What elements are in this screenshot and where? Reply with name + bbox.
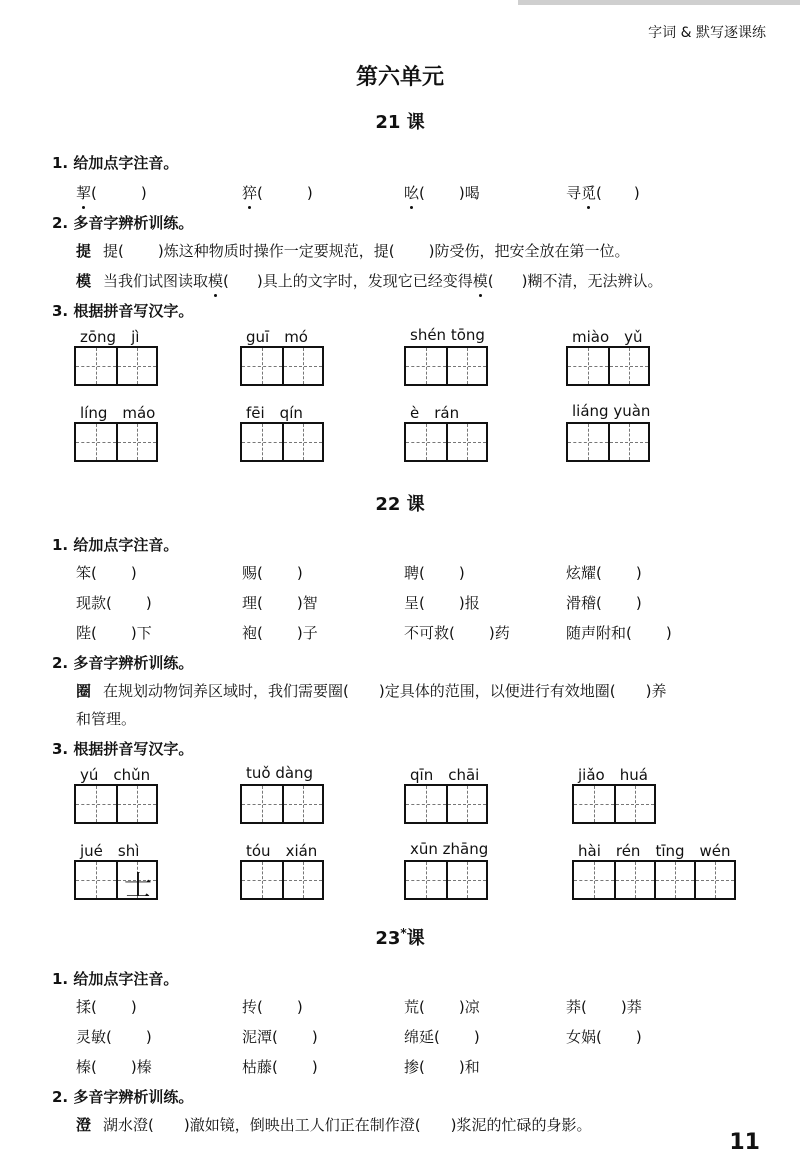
l23-item: 掺( )和 [404, 1058, 480, 1076]
lesson-23-title: 23*课 [375, 926, 425, 949]
l23-item: 女娲( ) [566, 1028, 642, 1046]
pinyin-box-group: guī mó [240, 326, 324, 386]
l21-item: 寻觅( ) [566, 184, 640, 202]
l22-poly-cont: 和管理。 [76, 710, 137, 728]
pinyin-box-group: yú chǔn [74, 764, 158, 824]
pinyin-box-group: zōng jì [74, 326, 158, 386]
pinyin-box-group: tuǒ dàng [240, 764, 324, 824]
char-grid[interactable] [74, 346, 158, 386]
char-grid[interactable] [566, 422, 650, 462]
l23-item: 泥潭( ) [242, 1028, 318, 1046]
l22-item: 呈( )报 [404, 594, 480, 612]
l23-poly: 澄 湖水澄( )澈如镜，倒映出工人们正在制作澄( )浆泥的忙碌的身影。 [76, 1116, 592, 1134]
l22-item: 赐( ) [242, 564, 303, 582]
l22-item: 袍( )子 [242, 624, 318, 642]
char-grid[interactable] [74, 784, 158, 824]
pinyin-box-group: xūn zhāng [404, 840, 488, 900]
char-grid[interactable] [404, 784, 488, 824]
l23-item: 枯藤( ) [242, 1058, 318, 1076]
l23-item: 榛( )榛 [76, 1058, 152, 1076]
l23-q2: 2. 多音字辨析训练。 [52, 1088, 194, 1106]
l23-item: 绵延( ) [404, 1028, 480, 1046]
l22-q1: 1. 给加点字注音。 [52, 536, 179, 554]
l23-item: 灵敏( ) [76, 1028, 152, 1046]
lesson-21-title: 21 课 [375, 112, 425, 133]
l23-item: 抟( ) [242, 998, 303, 1016]
l23-q1: 1. 给加点字注音。 [52, 970, 179, 988]
l21-item: 挈( ) [76, 184, 147, 202]
l22-item: 聘( ) [404, 564, 465, 582]
char-grid[interactable] [572, 860, 736, 900]
pinyin-box-group: jiǎo huá [572, 764, 656, 824]
lesson-22-title: 22 课 [375, 494, 425, 515]
l22-item: 理( )智 [242, 594, 318, 612]
pinyin-box-group: shén tōng [404, 326, 488, 386]
top-decor-bar [518, 0, 800, 5]
pinyin-box-group: hài rén tīng wén [572, 840, 736, 900]
l22-item: 随声附和( ) [566, 624, 672, 642]
pinyin-box-group: jué shì 士 [74, 840, 158, 900]
l21-q3: 3. 根据拼音写汉字。 [52, 302, 194, 320]
handwritten-char: 士 [124, 869, 153, 902]
char-grid[interactable] [74, 422, 158, 462]
l22-item: 不可救( )药 [404, 624, 510, 642]
char-grid[interactable] [240, 422, 324, 462]
unit-title: 第六单元 [355, 65, 444, 90]
l22-item: 笨( ) [76, 564, 137, 582]
l21-q2: 2. 多音字辨析训练。 [52, 214, 194, 232]
char-grid[interactable] [240, 346, 324, 386]
l22-item: 滑稽( ) [566, 594, 642, 612]
l22-item: 炫耀( ) [566, 564, 642, 582]
pinyin-box-group: liáng yuàn [566, 402, 650, 462]
pinyin-box-group: líng máo [74, 402, 158, 462]
char-grid[interactable] [240, 860, 324, 900]
l22-item: 陛( )下 [76, 624, 152, 642]
char-grid[interactable] [74, 860, 158, 900]
char-grid[interactable] [240, 784, 324, 824]
l21-item: 吆( )喝 [404, 184, 480, 202]
l21-poly-2: 模 当我们试图读取模( )具上的文字时，发现它已经变得模( )糊不清，无法辨认。 [76, 272, 663, 290]
char-grid[interactable] [404, 422, 488, 462]
char-grid[interactable] [566, 346, 650, 386]
pinyin-box-group: tóu xián [240, 840, 324, 900]
l23-item: 荒( )凉 [404, 998, 480, 1016]
pinyin-box-group: è rán [404, 402, 488, 462]
l22-q3: 3. 根据拼音写汉字。 [52, 740, 194, 758]
l21-item: 猝( ) [242, 184, 313, 202]
page-number: 11 [729, 1130, 760, 1155]
l21-poly-1: 提 提( )炼这种物质时操作一定要规范，提( )防受伤，把安全放在第一位。 [76, 242, 630, 260]
pinyin-box-group: fēi qín [240, 402, 324, 462]
l21-q1: 1. 给加点字注音。 [52, 154, 179, 172]
l22-q2: 2. 多音字辨析训练。 [52, 654, 194, 672]
l23-item: 揉( ) [76, 998, 137, 1016]
char-grid[interactable] [572, 784, 656, 824]
char-grid[interactable] [404, 860, 488, 900]
pinyin-box-group: miào yǔ [566, 326, 650, 386]
l22-item: 现款( ) [76, 594, 152, 612]
l22-poly: 圈 在规划动物饲养区域时，我们需要圈( )定具体的范围，以便进行有效地圈( )养 [76, 682, 667, 700]
l23-item: 莽( )莽 [566, 998, 642, 1016]
page-header: 字词 & 默写逐课练 [648, 25, 766, 41]
pinyin-box-group: qīn chāi [404, 764, 488, 824]
char-grid[interactable] [404, 346, 488, 386]
